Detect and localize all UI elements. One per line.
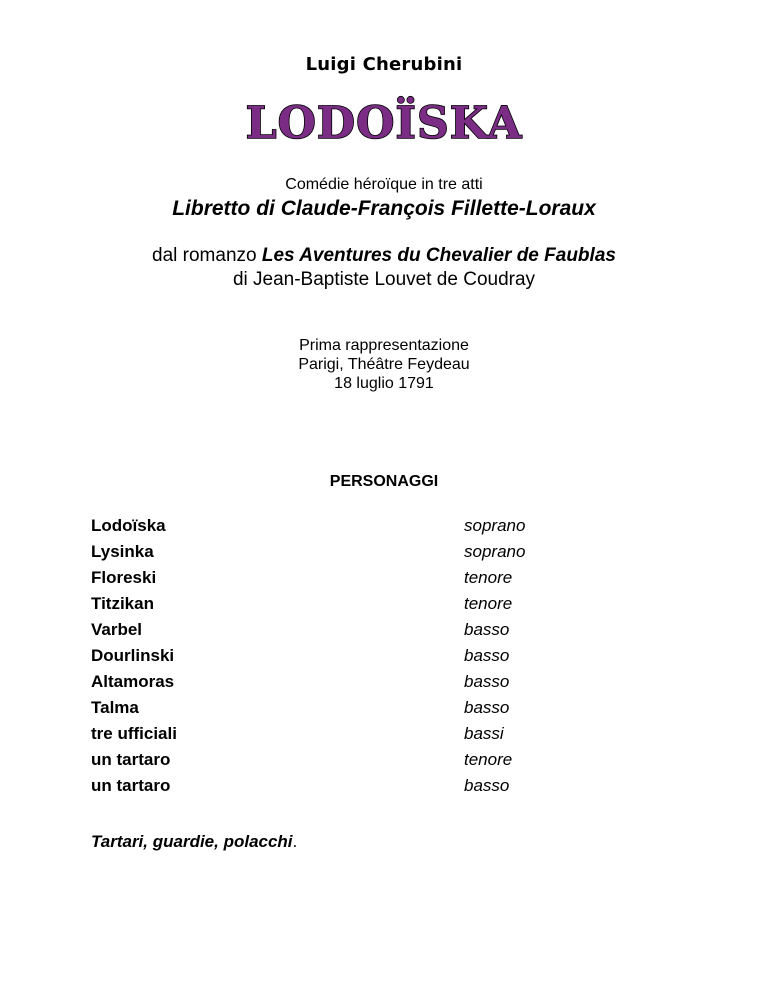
- cast-row: [91, 750, 651, 776]
- voice-type: bassi: [464, 724, 504, 743]
- source-novel: Les Aventures du Chevalier de Faublas: [261, 245, 616, 266]
- role-name: Talma: [91, 698, 139, 717]
- voice-type: tenore: [464, 594, 513, 613]
- opera-title-graphic: [234, 92, 534, 152]
- voice-type: tenore: [464, 568, 513, 587]
- premiere-line-3: 18 luglio 1791: [334, 375, 434, 392]
- chorus-line: [91, 832, 297, 852]
- role-name: Titzikan: [91, 594, 154, 613]
- source-author: di Jean-Baptiste Louvet de Coudray: [232, 269, 536, 290]
- chorus-period: .: [292, 832, 298, 851]
- role-name: Varbel: [91, 620, 143, 639]
- voice-type: basso: [464, 620, 510, 639]
- cast-list: [91, 516, 651, 802]
- cast-row: [91, 620, 651, 646]
- opera-title-text: LODOÏSKA: [245, 98, 523, 149]
- cast-row: [91, 698, 651, 724]
- role-name: un tartaro: [91, 750, 171, 769]
- voice-type: basso: [464, 776, 510, 795]
- chorus-text: Tartari, guardie, polacchi: [91, 832, 293, 851]
- cast-row: [91, 672, 651, 698]
- premiere-line-1: Prima rappresentazione: [299, 337, 469, 354]
- premiere-line-2: Parigi, Théâtre Feydeau: [298, 356, 470, 373]
- voice-type: basso: [464, 646, 510, 665]
- voice-type: basso: [464, 698, 510, 717]
- cast-row: [91, 568, 651, 594]
- cast-heading: PERSONAGGI: [329, 473, 439, 490]
- source-prefix: dal romanzo: [152, 245, 262, 266]
- cast-row: [91, 646, 651, 672]
- role-name: Floreski: [91, 568, 157, 587]
- role-name: tre ufficiali: [91, 724, 177, 743]
- cast-row: [91, 776, 651, 802]
- voice-type: soprano: [464, 542, 526, 561]
- role-name: Altamoras: [91, 672, 175, 691]
- role-name: un tartaro: [91, 776, 171, 795]
- voice-type: tenore: [464, 750, 513, 769]
- role-name: Lysinka: [91, 542, 154, 561]
- premiere-info: [0, 336, 768, 393]
- composer-name: Luigi Cherubini: [305, 54, 463, 75]
- role-name: Dourlinski: [91, 646, 175, 665]
- opera-title: [0, 92, 768, 157]
- source-line: [0, 245, 768, 267]
- cast-row: [91, 516, 651, 542]
- cast-row: [91, 542, 651, 568]
- genre-line: Comédie héroïque in tre atti: [285, 176, 483, 193]
- voice-type: soprano: [464, 516, 526, 535]
- role-name: Lodoïska: [91, 516, 166, 535]
- cast-row: [91, 594, 651, 620]
- voice-type: basso: [464, 672, 510, 691]
- cast-row: [91, 724, 651, 750]
- librettist-line: Libretto di Claude-François Fillette-Loraux: [172, 197, 596, 220]
